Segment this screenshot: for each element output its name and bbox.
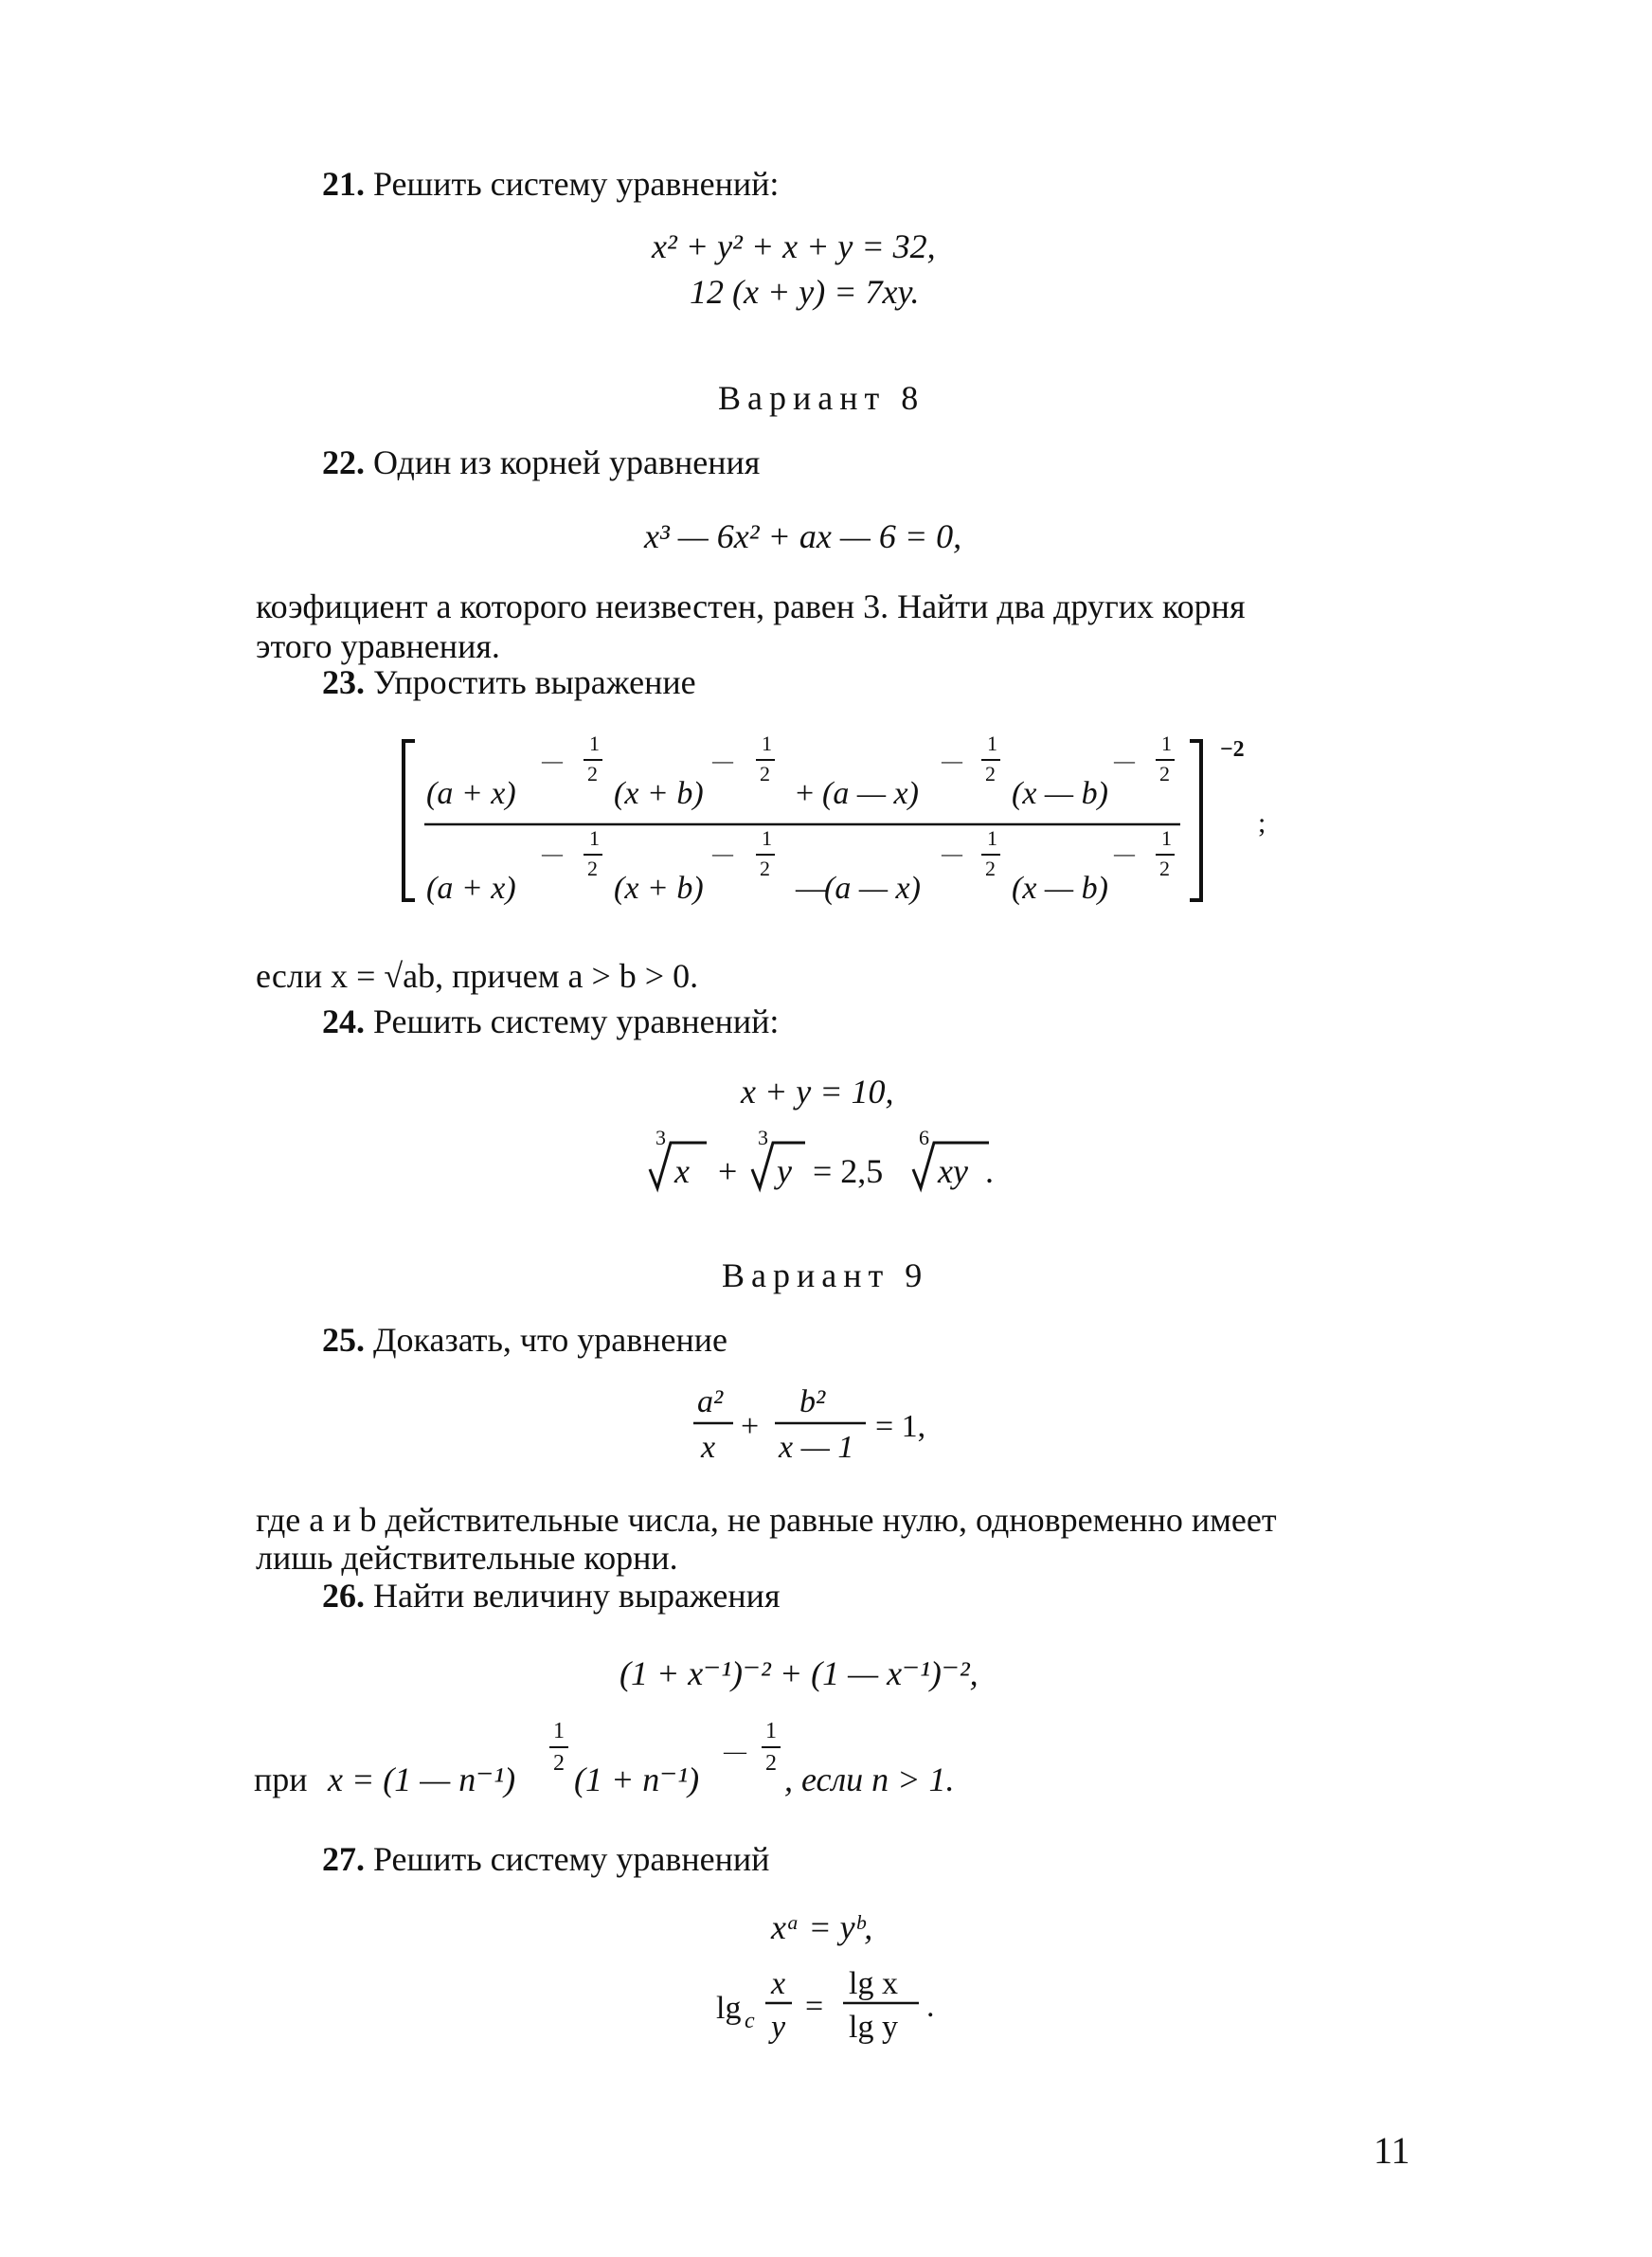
svg-text:—: —	[712, 841, 733, 865]
svg-text:+: +	[741, 1409, 760, 1444]
svg-text:—: —	[724, 1740, 746, 1764]
svg-text:2: 2	[985, 762, 996, 785]
svg-text:+: +	[718, 1152, 738, 1190]
svg-text:lg x: lg x	[849, 1966, 898, 2001]
svg-text:.: .	[926, 1989, 935, 2024]
svg-text:a²: a²	[697, 1384, 724, 1419]
problem-number: 27.	[322, 1840, 365, 1878]
svg-text:=: =	[805, 1989, 824, 2024]
semicolon: ;	[1258, 807, 1266, 839]
substitution	[254, 1713, 1106, 1808]
problem-26	[322, 1579, 781, 1613]
problem-number: 26.	[322, 1577, 365, 1615]
equation: 12 (x + y) = 7xy.	[690, 273, 920, 311]
svg-text:1: 1	[589, 731, 600, 755]
svg-text:2: 2	[985, 857, 996, 880]
equation: x² + y² + x + y = 32,	[652, 227, 936, 265]
numerator	[426, 731, 1175, 811]
problem-25	[322, 1323, 727, 1357]
svg-text:(a — x): (a — x)	[824, 871, 921, 906]
svg-text:—: —	[1114, 749, 1135, 772]
svg-text:2: 2	[765, 1751, 777, 1776]
svg-text:lg: lg	[716, 1991, 742, 2026]
problem-number: 23.	[322, 663, 365, 701]
svg-text:+: +	[796, 776, 815, 811]
fraction-equation	[688, 1378, 972, 1472]
svg-text:2: 2	[553, 1751, 565, 1776]
svg-text:1: 1	[553, 1719, 565, 1743]
svg-text:(x — b): (x — b)	[1012, 871, 1108, 906]
svg-text:2: 2	[587, 762, 598, 785]
left-bracket	[404, 741, 415, 900]
paragraph-line: этого уравнения.	[256, 627, 500, 665]
problem-text: Решить систему уравнений	[373, 1840, 770, 1878]
svg-text:= 1,: = 1,	[875, 1409, 926, 1444]
condition: если x = √ab, причем a > b > 0.	[256, 957, 699, 995]
svg-text:2: 2	[760, 857, 770, 880]
problem-number: 22.	[322, 443, 365, 481]
problem-text: Найти величину выражения	[373, 1577, 781, 1615]
svg-text:x = (1 — n⁻¹): x = (1 — n⁻¹)	[328, 1760, 516, 1798]
outer-exponent: −2	[1220, 737, 1245, 762]
problem-22	[322, 445, 760, 479]
root-equation	[644, 1126, 1023, 1200]
svg-text:b²: b²	[799, 1384, 826, 1419]
svg-text:(x — b): (x — b)	[1012, 776, 1108, 811]
svg-text:y: y	[771, 2010, 786, 2045]
svg-text:1: 1	[762, 826, 772, 850]
paragraph-line: коэфициент a которого неизвестен, равен 3. Найти два других корня	[256, 587, 1246, 625]
svg-text:2: 2	[587, 857, 598, 880]
svg-text:1: 1	[589, 826, 600, 850]
svg-text:2: 2	[1159, 762, 1170, 785]
svg-text:(x + b): (x + b)	[614, 871, 704, 906]
svg-text:y: y	[777, 1152, 792, 1190]
svg-text:3: 3	[758, 1126, 768, 1149]
problem-number: 24.	[322, 1002, 365, 1040]
svg-text:—: —	[712, 749, 733, 772]
svg-text:c: c	[745, 2009, 755, 2033]
right-bracket	[1190, 741, 1201, 900]
equation: (1 + x⁻¹)⁻² + (1 — x⁻¹)⁻²,	[620, 1654, 979, 1692]
svg-text:2: 2	[1159, 857, 1170, 880]
svg-text:1: 1	[1161, 731, 1172, 755]
svg-text:(x + b): (x + b)	[614, 776, 704, 811]
svg-text:(1 + n⁻¹): (1 + n⁻¹)	[574, 1760, 700, 1798]
paragraph-line: лишь действительные корни.	[256, 1539, 678, 1577]
problem-text: Решить систему уравнений:	[373, 165, 780, 203]
fraction-expression	[398, 730, 1288, 919]
svg-text:—: —	[942, 749, 962, 772]
svg-text:1: 1	[762, 731, 772, 755]
svg-text:—: —	[542, 841, 563, 865]
problem-text: Один из корней уравнения	[373, 443, 761, 481]
problem-number: 21.	[322, 165, 365, 203]
svg-text:—: —	[796, 871, 828, 906]
svg-text:1: 1	[765, 1719, 777, 1743]
denominator	[426, 826, 1175, 906]
svg-text:1: 1	[987, 826, 997, 850]
svg-text:(a + x): (a + x)	[426, 871, 516, 906]
svg-text:x: x	[771, 1966, 786, 2001]
svg-text:x: x	[674, 1152, 690, 1190]
problem-text: Доказать, что уравнение	[373, 1321, 727, 1359]
problem-text: Упростить выражение	[373, 663, 696, 701]
variant-heading: Вариант 9	[722, 1256, 929, 1294]
paragraph-line: где a и b действительные числа, не равные нулю, одновременно имеет	[256, 1501, 1277, 1539]
svg-text:—: —	[542, 749, 563, 772]
svg-text:, если n > 1.: , если n > 1.	[784, 1760, 955, 1798]
svg-text:6: 6	[919, 1126, 929, 1149]
equation: x³ — 6x² + ax — 6 = 0,	[644, 517, 962, 555]
problem-24	[322, 1004, 779, 1038]
svg-text:(a + x): (a + x)	[426, 776, 516, 811]
problem-27	[322, 1842, 769, 1876]
svg-text:(a — x): (a — x)	[822, 776, 919, 811]
problem-number: 25.	[322, 1321, 365, 1359]
svg-text:xy: xy	[938, 1152, 968, 1190]
problem-23	[322, 665, 696, 699]
svg-text:3: 3	[655, 1126, 666, 1149]
problem-text: Решить систему уравнений:	[373, 1002, 780, 1040]
svg-text:x — 1: x — 1	[779, 1430, 854, 1465]
equation: xᵃ = yᵇ,	[771, 1908, 873, 1946]
svg-text:= 2,5: = 2,5	[813, 1152, 884, 1190]
svg-text:x: x	[701, 1430, 716, 1465]
svg-text:при: при	[254, 1760, 308, 1798]
svg-text:1: 1	[1161, 826, 1172, 850]
svg-text:—: —	[942, 841, 962, 865]
equation: x + y = 10,	[741, 1073, 894, 1110]
svg-text:—: —	[1114, 841, 1135, 865]
svg-text:1: 1	[987, 731, 997, 755]
svg-text:lg y: lg y	[849, 2010, 898, 2045]
svg-text:2: 2	[760, 762, 770, 785]
svg-text:.: .	[985, 1152, 994, 1190]
page-number: 11	[1374, 2129, 1410, 2172]
problem-21	[322, 167, 779, 201]
variant-heading: Вариант 8	[718, 379, 925, 417]
log-equation	[716, 1961, 1000, 2056]
